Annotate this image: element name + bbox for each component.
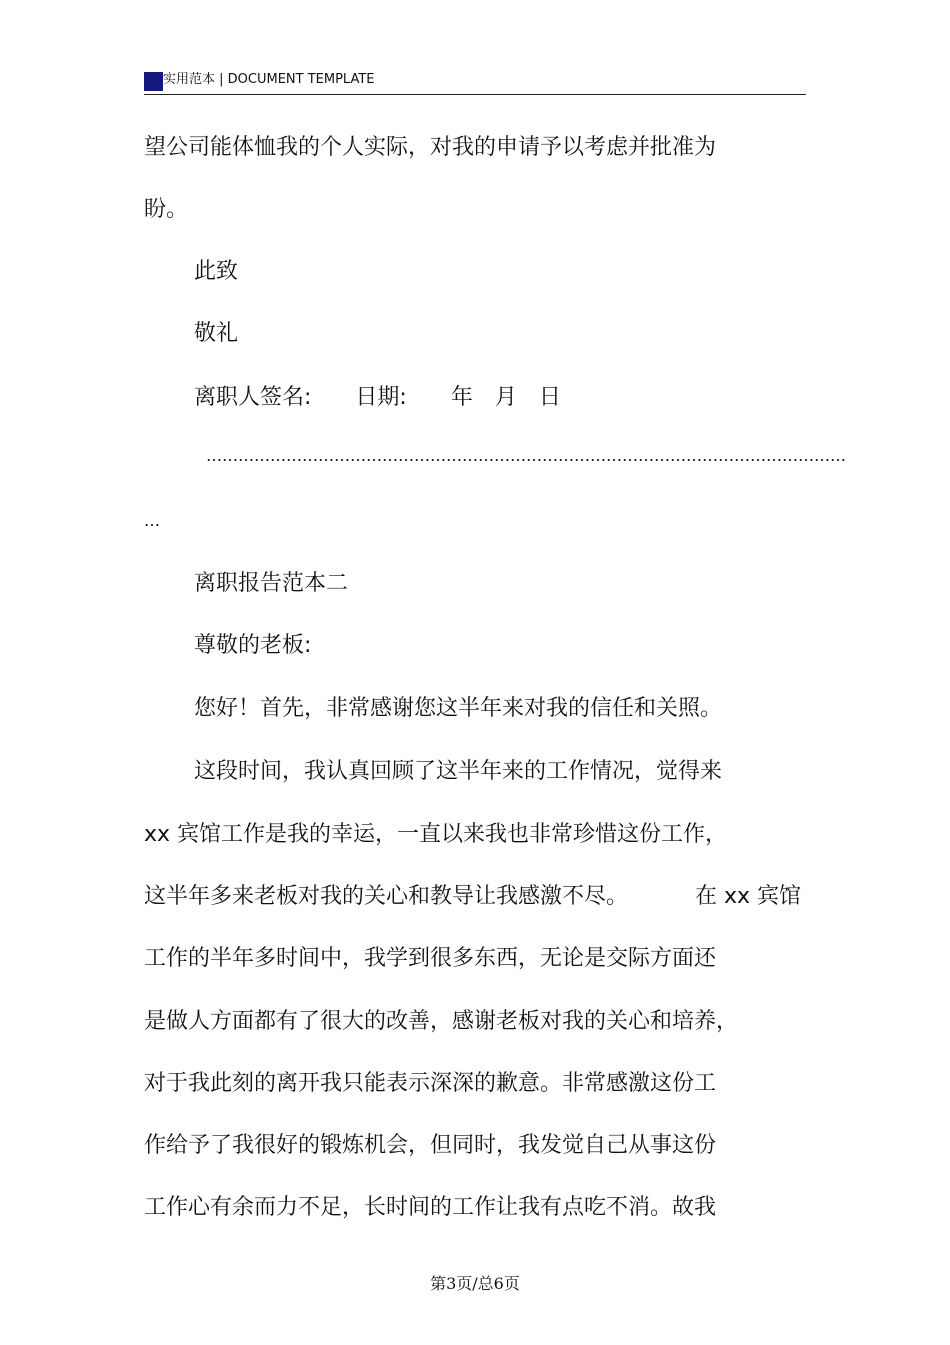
body-line: 望公司能体恤我的个人实际，对我的申请予以考虑并批准为 bbox=[144, 135, 717, 160]
closing-regards: 敬礼 bbox=[194, 321, 239, 346]
body-line: 对于我此刻的离开我只能表示深深的歉意。非常感激这份工 bbox=[144, 1071, 717, 1096]
body-line: 作给予了我很好的锻炼机会，但同时，我发觉自己从事这份 bbox=[144, 1133, 717, 1158]
dotted-separator-end: … bbox=[144, 511, 160, 530]
header-logo-icon bbox=[144, 72, 163, 91]
page-indicator: 第3页/总6页 bbox=[430, 1274, 520, 1293]
dotted-separator: ………………………………………………………………………………………………………… bbox=[206, 446, 846, 465]
page-header bbox=[144, 68, 806, 95]
body-line: 工作的半年多时间中，我学到很多东西，无论是交际方面还 bbox=[144, 946, 717, 971]
body-line: 这段时间，我认真回顾了这半年来的工作情况，觉得来 bbox=[194, 759, 723, 784]
header-title: 实用范本 | DOCUMENT TEMPLATE bbox=[163, 72, 375, 87]
body-line: 是做人方面都有了很大的改善，感谢老板对我的关心和培养， bbox=[144, 1009, 739, 1034]
section-title: 离职报告范本二 bbox=[194, 571, 349, 596]
body-line: xx 宾馆工作是我的幸运，一直以来我也非常珍惜这份工作， bbox=[144, 822, 728, 847]
greeting: 尊敬的老板: bbox=[194, 633, 312, 658]
body-line: 这半年多来老板对我的关心和教导让我感激不尽。 bbox=[144, 884, 629, 909]
closing-salutation: 此致 bbox=[194, 259, 239, 284]
body-line-continuation: 在 xx 宾馆 bbox=[695, 884, 802, 909]
signature-date-line: 离职人签名: 日期: 年 月 日 bbox=[194, 385, 561, 410]
body-line: 您好！首先，非常感谢您这半年来对我的信任和关照。 bbox=[194, 696, 723, 721]
body-line: 工作心有余而力不足，长时间的工作让我有点吃不消。故我 bbox=[144, 1195, 717, 1220]
body-line: 盼。 bbox=[144, 197, 189, 222]
